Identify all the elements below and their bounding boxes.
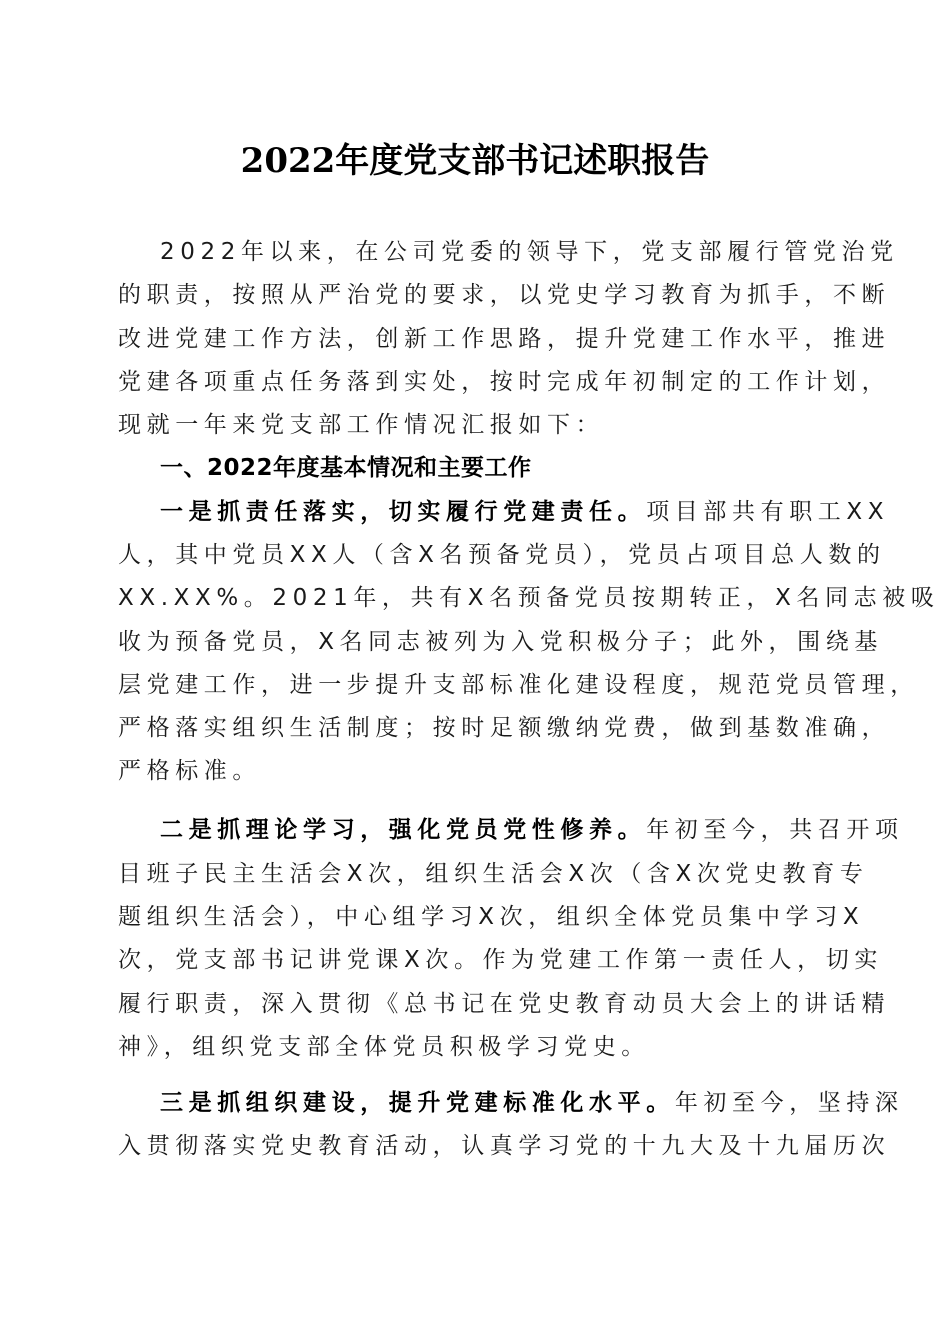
item1-line: 严格落实组织生活制度；按时足额缴纳党费，做到基数准确， <box>118 715 891 741</box>
item2-lead: 二是抓理论学习，强化党员党性修养。 <box>160 817 647 843</box>
item3-lead: 三是抓组织建设，提升党建标准化水平。 <box>160 1090 675 1116</box>
item2-line: 神》，组织党支部全体党员积极学习党史。 <box>118 1034 650 1060</box>
item3-first-rest: 年初至今，坚持深 <box>674 1090 904 1116</box>
item1-line: 收为预备党员，X名同志被列为入党积极分子；此外，围绕基 <box>118 629 883 655</box>
item3-line: 入贯彻落实党史教育活动，认真学习党的十九大及十九届历次 <box>118 1133 891 1159</box>
item1-line: XX.XX%。2021年，共有X名预备党员按期转正，X名同志被吸 <box>118 585 940 611</box>
item1-line: 严格标准。 <box>118 758 261 784</box>
intro-line: 现就一年来党支部工作情况汇报如下： <box>118 412 605 438</box>
document-title: 2022年度党支部书记述职报告 <box>240 141 710 181</box>
section-heading: 一、2022年度基本情况和主要工作 <box>160 455 532 481</box>
item2-line: 题组织生活会），中心组学习X次，组织全体党员集中学习X <box>118 904 865 930</box>
intro-line: 党建各项重点任务落到实处，按时完成年初制定的工作计划， <box>118 369 891 395</box>
intro-line: 的职责，按照从严治党的要求，以党史学习教育为抓手，不断 <box>118 282 891 308</box>
intro-line: 改进党建工作方法，创新工作思路，提升党建工作水平，推进 <box>118 326 891 352</box>
item1-first-rest: 项目部共有职工XX <box>646 499 890 525</box>
item2-line: 次，党支部书记讲党课X次。作为党建工作第一责任人，切实 <box>118 947 883 973</box>
intro-line: 2022年以来，在公司党委的领导下，党支部履行管党治党 <box>160 239 899 265</box>
item1-line: 人，其中党员XX人（含X名预备党员），党员占项目总人数的 <box>118 542 886 568</box>
item2-first-rest: 年初至今，共召开项 <box>646 817 904 843</box>
item1-lead: 一是抓责任落实，切实履行党建责任。 <box>160 499 647 525</box>
item2-first-line <box>160 809 904 852</box>
item2-line: 履行职责，深入贯彻《总书记在党史教育动员大会上的讲话精 <box>118 991 891 1017</box>
item1-first-line <box>160 491 890 534</box>
item1-line: 层党建工作，进一步提升支部标准化建设程度，规范党员管理， <box>118 672 919 698</box>
item2-line: 目班子民主生活会X次，组织生活会X次（含X次党史教育专 <box>118 861 869 887</box>
item3-first-line <box>160 1082 904 1125</box>
